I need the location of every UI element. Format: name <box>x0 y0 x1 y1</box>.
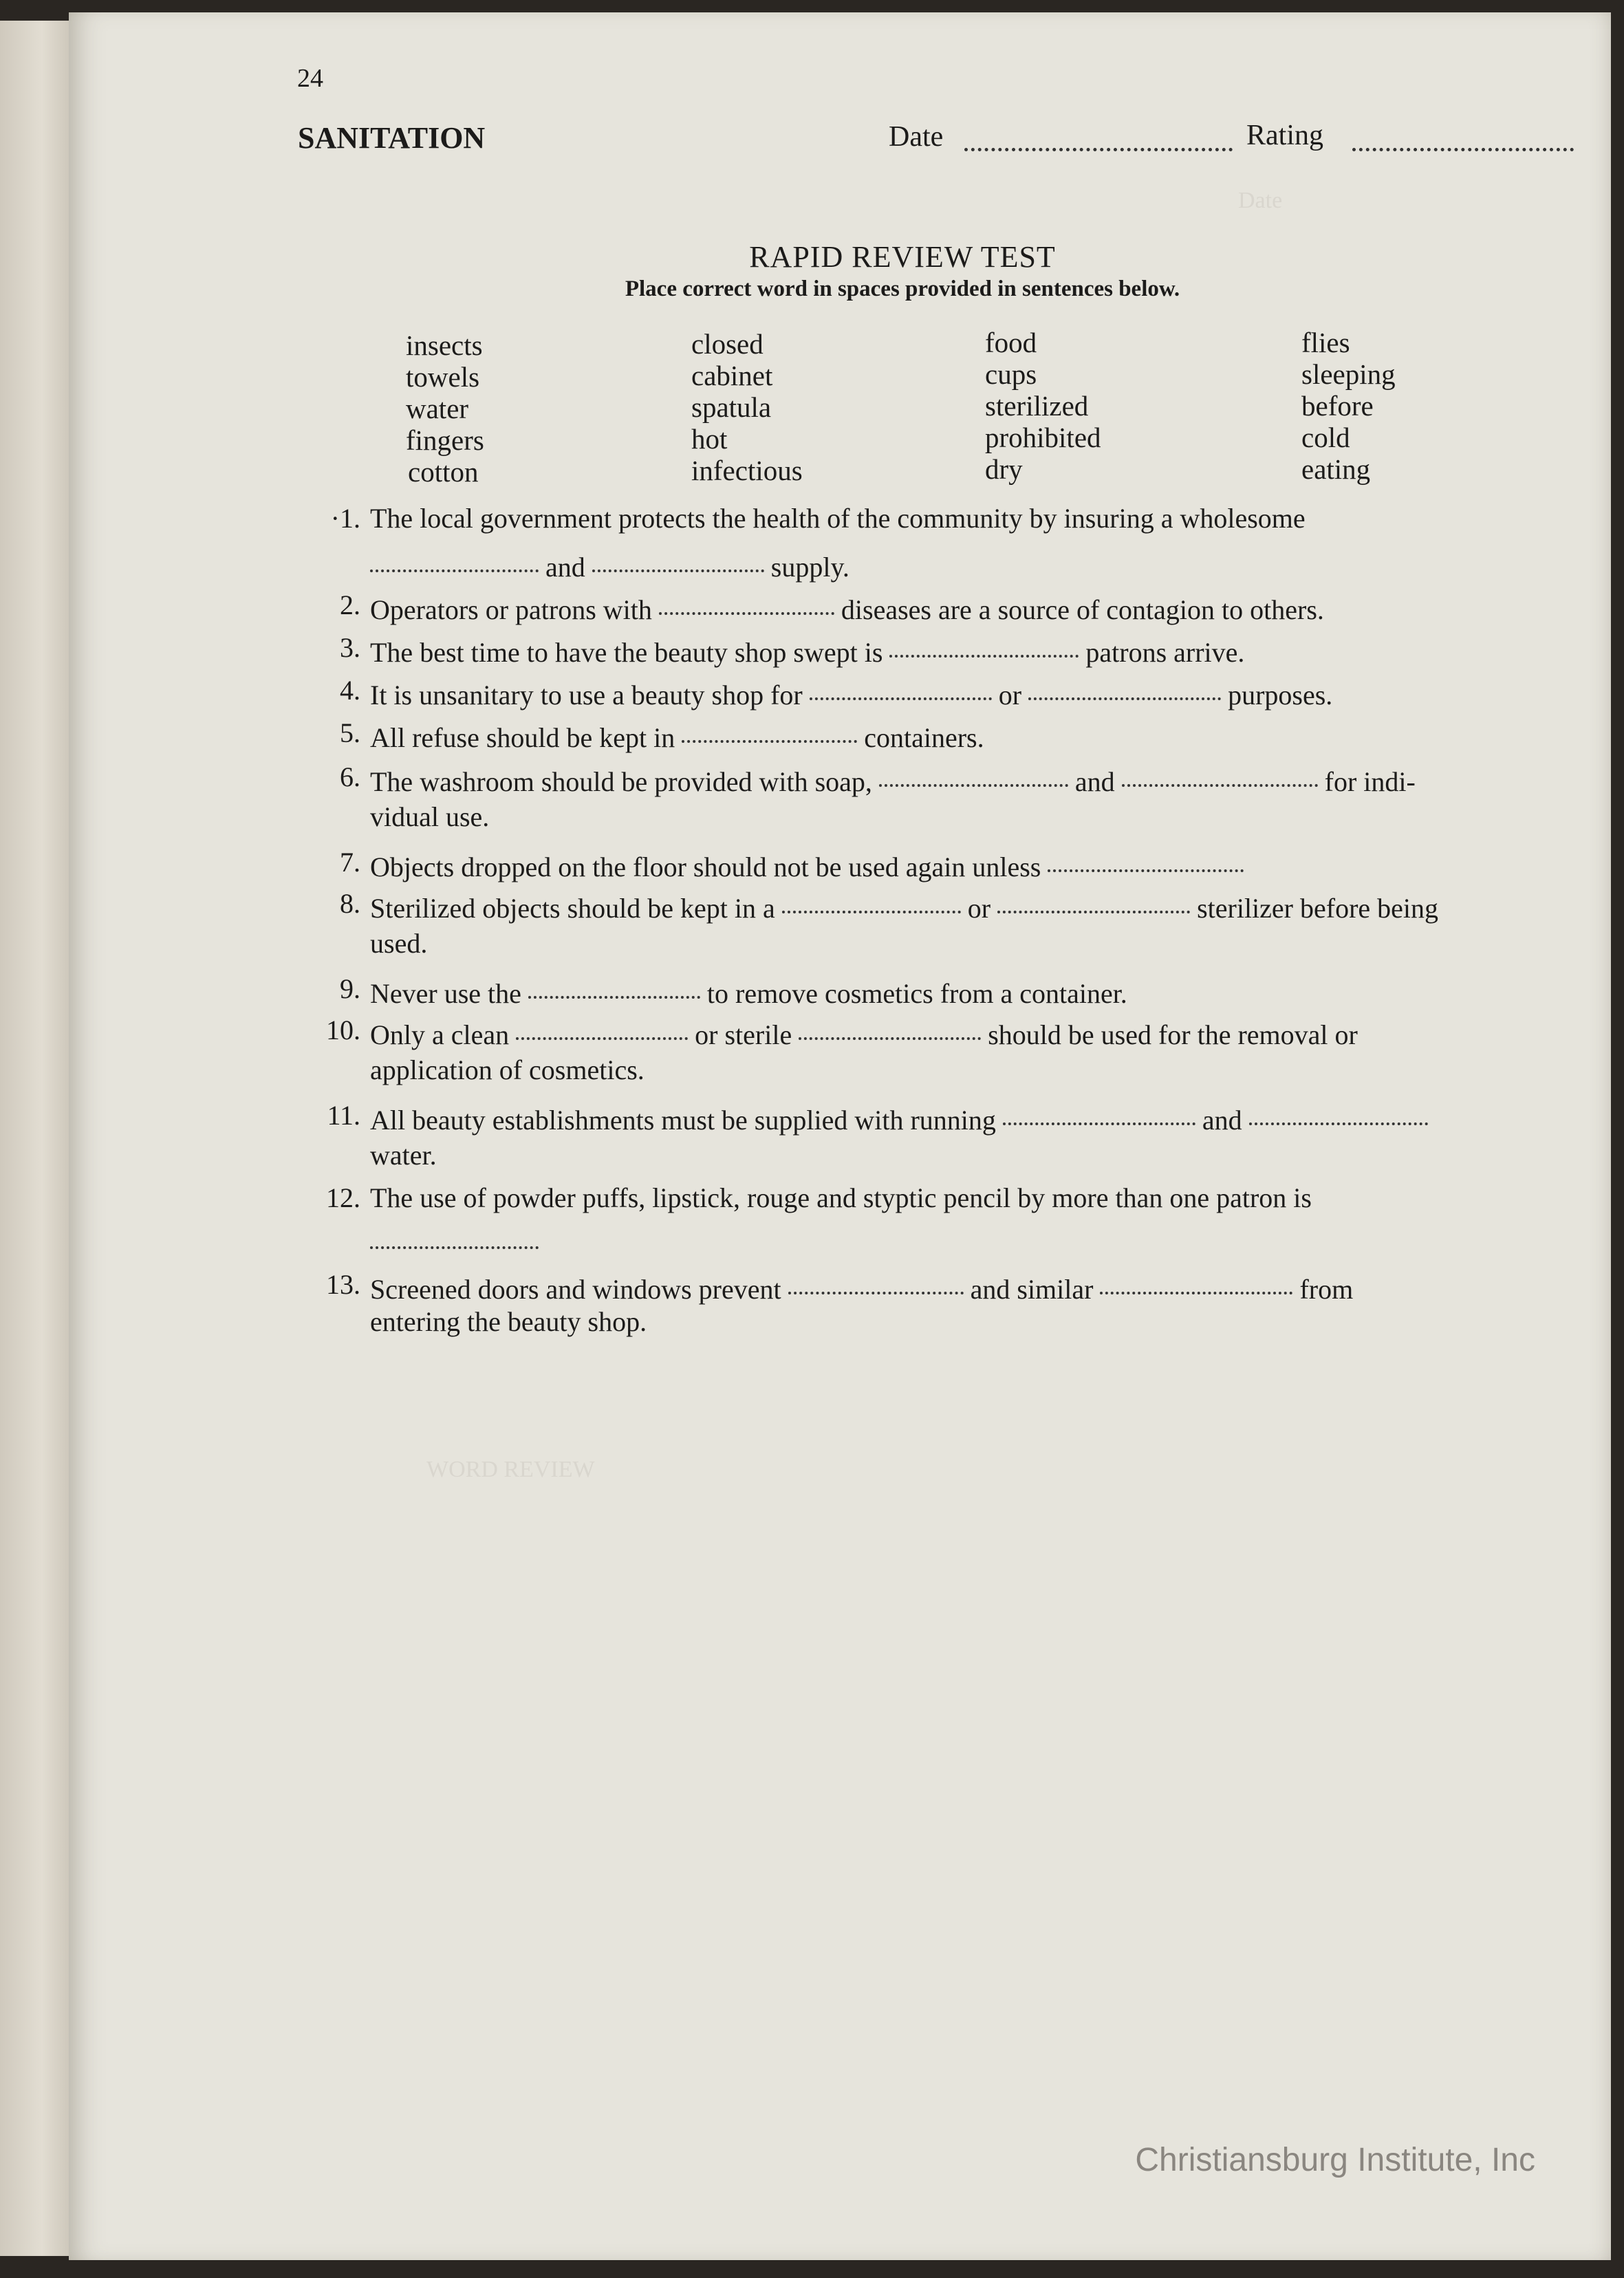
question-7: 7. Objects dropped on the floor should not be used again unless <box>370 846 1244 883</box>
question-1-line-2: and supply. <box>370 546 849 583</box>
word-bank-item: cold <box>1301 422 1350 453</box>
word-bank-item: sleeping <box>1301 358 1396 390</box>
facing-page-edge <box>0 21 76 2256</box>
answer-blank[interactable] <box>370 542 539 572</box>
question-10: 10. Only a clean or sterile should be used for the removal or <box>370 1014 1358 1051</box>
word-bank-item: flies <box>1301 327 1350 358</box>
word-bank-item: dry <box>985 453 1023 485</box>
question-4: 4. It is unsanitary to use a beauty shop for or purposes. <box>370 674 1332 711</box>
answer-blank[interactable] <box>782 883 961 913</box>
answer-blank[interactable] <box>659 585 834 615</box>
question-13: 13. Screened doors and windows prevent and similar from <box>370 1268 1353 1305</box>
watermark: Christiansburg Institute, Inc <box>1135 2142 1535 2178</box>
answer-blank[interactable] <box>528 968 700 999</box>
document-page: Date WORD REVIEW 24 SANITATION Date Rating RAPID REVIEW TEST Place correct word in spaces provided in sentences below. insects towels water fingers cotton closed cabinet spatula hot infectious food cups sterilized prohibited dry flies sleeping before cold eating ·1. The local government protects the health of the community by insuring a wholesome and supply. 2. Operators or patrons with diseases are a source of contagion to others. 3. The best time to have the beauty shop swept is patrons arrive. 4. It is unsanitary to use a beauty shop for or purposes. 5. All refuse should be kept in containers. 6. The washroom should be provided with soap, and for indi- vidual use. 7. Objects dropped on the floor should not be used again unless 8. Sterilized objects should be kept in a or sterilizer before being used. 9. Never use the to remove cosmetics from a container. 10. Only a clean or sterile should be used for the removal or application of cosmetics. 11. All beauty establishments must be supplied with running and water. 12. The use of powder puffs, lipstick, rouge and styptic pencil by more than one patron is 13. Screened doors and windows prevent and similar from entering the beauty shop. Christiansburg Institute, Inc <box>69 12 1611 2260</box>
question-number: ·1. <box>330 503 360 534</box>
question-13-line-2: entering the beauty shop. <box>370 1306 647 1337</box>
answer-blank[interactable] <box>879 757 1068 787</box>
word-bank-item: hot <box>691 423 728 455</box>
question-2: 2. Operators or patrons with diseases are a source of contagion to others. <box>370 589 1324 626</box>
date-label: Date <box>889 121 944 153</box>
page-number: 24 <box>297 64 323 93</box>
date-blank <box>964 148 1233 151</box>
question-12: 12. The use of powder puffs, lipstick, rouge and styptic pencil by more than one patron is <box>326 1182 1312 1213</box>
word-bank-item: prohibited <box>985 422 1101 453</box>
word-bank-item: water <box>406 393 469 424</box>
answer-blank[interactable] <box>788 1264 964 1294</box>
word-bank-item: closed <box>691 328 764 360</box>
word-bank-item: insects <box>406 329 483 361</box>
word-bank-item: cotton <box>408 456 479 488</box>
answer-blank[interactable] <box>1003 1095 1195 1125</box>
word-bank-item: infectious <box>691 455 803 486</box>
word-bank-item: eating <box>1301 453 1371 485</box>
answer-blank[interactable] <box>682 713 857 743</box>
question-8-line-2: used. <box>370 928 428 959</box>
word-bank-item: towels <box>406 361 480 393</box>
answer-blank[interactable] <box>1048 842 1244 872</box>
answer-blank[interactable] <box>997 883 1190 913</box>
question-9: 9. Never use the to remove cosmetics from a container. <box>370 973 1127 1010</box>
test-title: RAPID REVIEW TEST <box>749 240 1056 274</box>
word-bank-item: cups <box>985 358 1037 390</box>
answer-blank[interactable] <box>592 542 764 572</box>
question-6-line-2: vidual use. <box>370 801 490 832</box>
question-5: 5. All refuse should be kept in containers. <box>370 717 984 754</box>
rating-blank <box>1352 148 1574 151</box>
word-bank-item: sterilized <box>985 390 1089 422</box>
answer-blank[interactable] <box>1100 1264 1292 1294</box>
question-3: 3. The best time to have the beauty shop swept is patrons arrive. <box>370 631 1244 669</box>
question-12-line-2 <box>370 1223 539 1260</box>
section-title: SANITATION <box>298 121 486 155</box>
word-bank-item: fingers <box>406 424 484 456</box>
question-1: ·1. The local government protects the health of the community by insuring a wholesome <box>330 503 1306 534</box>
answer-blank[interactable] <box>516 1010 688 1040</box>
answer-blank[interactable] <box>889 627 1079 658</box>
answer-blank[interactable] <box>370 1219 539 1249</box>
word-bank-item: before <box>1301 390 1374 422</box>
question-8: 8. Sterilized objects should be kept in a or sterilizer before being <box>370 887 1438 924</box>
word-bank-item: spatula <box>691 391 772 423</box>
test-subtitle: Place correct word in spaces provided in sentences below. <box>625 276 1180 301</box>
answer-blank[interactable] <box>1028 670 1221 700</box>
question-11-line-2: water. <box>370 1140 437 1171</box>
word-bank-item: food <box>985 327 1037 358</box>
question-6: 6. The washroom should be provided with soap, and for indi- <box>370 761 1416 798</box>
rating-label: Rating <box>1246 120 1323 151</box>
word-bank-item: cabinet <box>691 360 773 391</box>
question-11: 11. All beauty establishments must be supplied with running and <box>370 1099 1428 1136</box>
answer-blank[interactable] <box>1122 757 1318 787</box>
answer-blank[interactable] <box>810 670 992 700</box>
answer-blank[interactable] <box>799 1010 981 1040</box>
question-10-line-2: application of cosmetics. <box>370 1054 645 1085</box>
answer-blank[interactable] <box>1249 1095 1428 1125</box>
